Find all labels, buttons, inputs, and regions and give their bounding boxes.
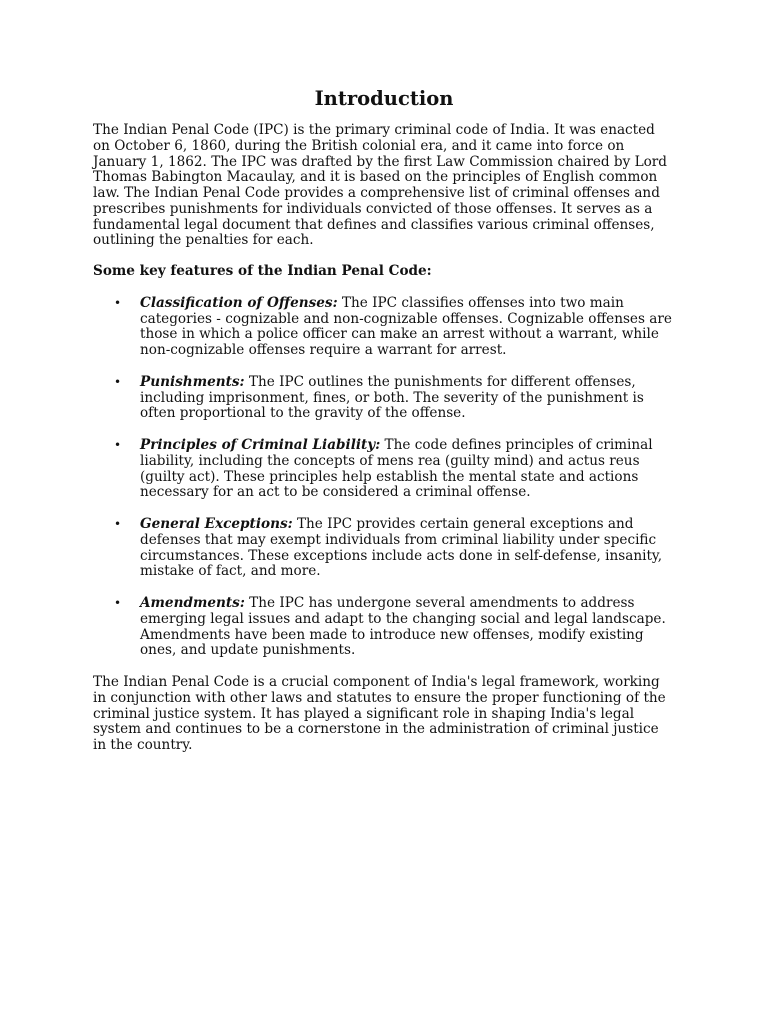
feature-text: The IPC outlines the punishments for different offenses, including imprisonment, fines, or both. The severity of the punishment is often proportional to the gravity of the offense. [140,373,644,422]
feature-text: The IPC has undergone several amendments to address emerging legal issues and adapt to the changing social and legal landscape. Amendments have been made to introduce new offenses, modify existing ones, and update punishments. [140,595,666,659]
feature-text: The IPC classifies offenses into two main categories - cognizable and non-cognizable offenses. Cognizable offenses are those in which a police officer can make an arrest without a warrant, while non-cognizable offenses require a warrant for arrest. [140,294,672,358]
bullet-icon: • [114,374,122,389]
bullet-icon: • [114,295,122,310]
features-heading: Some key features of the Indian Penal Code: [93,263,432,279]
list-item [93,296,675,359]
intro-paragraph: The Indian Penal Code (IPC) is the primary criminal code of India. It was enacted on October 6, 1860, during the British colonial era, and it came into force on January 1, 1862. The IPC was drafted by the first Law Commission chaired by Lord Thomas Babington Macaulay, and it is based on the principles of English common law. The Indian Penal Code provides a comprehensive list of criminal offenses and prescribes punishments for individuals convicted of those offenses. It serves as a fundamental legal document that defines and classifies various criminal offenses, outlining the penalties for each. [93,122,667,249]
feature-term: General Exceptions: [140,516,293,532]
feature-term: Amendments: [140,595,245,611]
feature-term: Classification of Offenses: [140,294,338,311]
feature-text: The code defines principles of criminal liability, including the concepts of mens rea (guilty mind) and actus reus (guilty act). These principles help establish the mental state and actions necessary for an act to be considered a criminal offense. [140,437,653,501]
bullet-icon: • [114,517,122,531]
list-item [93,438,675,501]
bullet-icon: • [114,438,122,452]
page-title: Introduction [314,87,454,110]
feature-text: The IPC provides certain general exceptions and defenses that may exempt individuals from criminal liability under specific circumstances. These exceptions include acts done in self-defense, insanity, mistake of fact, and more. [140,516,663,580]
list-item [93,375,675,422]
list-item [93,517,675,580]
feature-term: Principles of Criminal Liability: [140,437,381,453]
feature-term: Punishments: [140,373,245,390]
document-page [93,86,675,754]
closing-paragraph: The Indian Penal Code is a crucial component of India's legal framework, working in conjunction with other laws and statutes to ensure the proper functioning of the criminal justice system. It has played a significant role in shaping India's legal system and continues to be a cornerstone in the administration of criminal justice in the country. [93,674,666,753]
bullet-icon: • [114,596,122,610]
features-list [93,296,675,659]
list-item [93,596,675,659]
